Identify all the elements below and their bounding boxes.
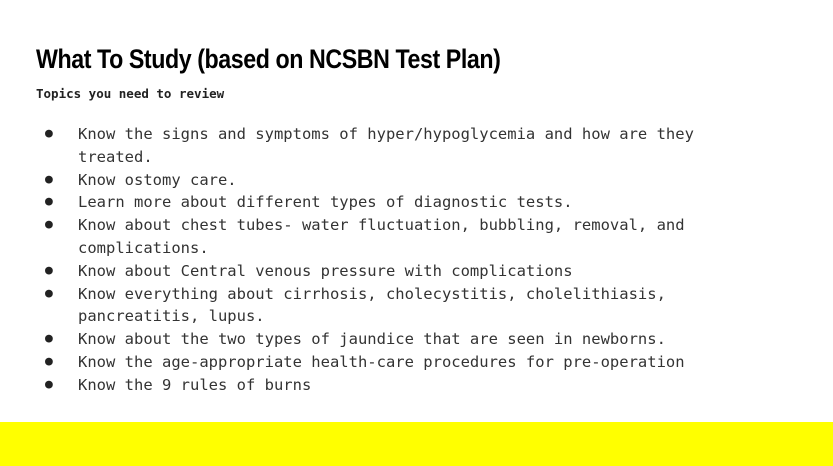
list-item-text: Know about the two types of jaundice that are seen in newborns. xyxy=(78,330,666,349)
list-item xyxy=(40,351,720,374)
slide-title: What To Study (based on NCSBN Test Plan) xyxy=(36,44,501,74)
list-item-text: Know everything about cirrhosis, cholecystitis, cholelithiasis, pancreatitis, lupus. xyxy=(78,284,666,326)
list-item-text: Know the signs and symptoms of hyper/hypoglycemia and how are they treated. xyxy=(78,125,694,166)
list-item xyxy=(40,123,720,169)
list-item-text: Learn more about different types of diagnostic tests. xyxy=(78,193,573,212)
bullet-icon: ● xyxy=(45,262,53,278)
list-item xyxy=(40,374,720,397)
bullet-icon: ● xyxy=(45,217,53,233)
bullet-icon: ● xyxy=(45,376,53,392)
bullet-icon: ● xyxy=(45,126,53,141)
bullet-icon: ● xyxy=(45,285,53,301)
topics-list xyxy=(40,123,720,397)
bullet-icon: ● xyxy=(45,171,53,187)
list-item xyxy=(40,214,720,260)
bullet-icon: ● xyxy=(45,331,53,347)
list-item xyxy=(40,191,720,214)
list-item-text: Know the 9 rules of burns xyxy=(78,375,312,394)
list-item-text: Know about chest tubes- water fluctuation, bubbling, removal, and complications. xyxy=(78,216,685,257)
footer-accent-bar xyxy=(0,422,833,466)
bullet-icon: ● xyxy=(45,353,53,369)
list-item-text: Know the age-appropriate health-care procedures for pre-operation xyxy=(78,352,685,371)
list-item-text: Know ostomy care. xyxy=(78,170,237,189)
list-item xyxy=(40,328,720,351)
list-item xyxy=(40,169,720,192)
list-item-text: Know about Central venous pressure with complications xyxy=(78,261,573,280)
bullet-icon: ● xyxy=(45,194,53,210)
list-item xyxy=(40,260,720,283)
slide-subtitle: Topics you need to review xyxy=(36,86,225,101)
list-item xyxy=(40,283,720,329)
